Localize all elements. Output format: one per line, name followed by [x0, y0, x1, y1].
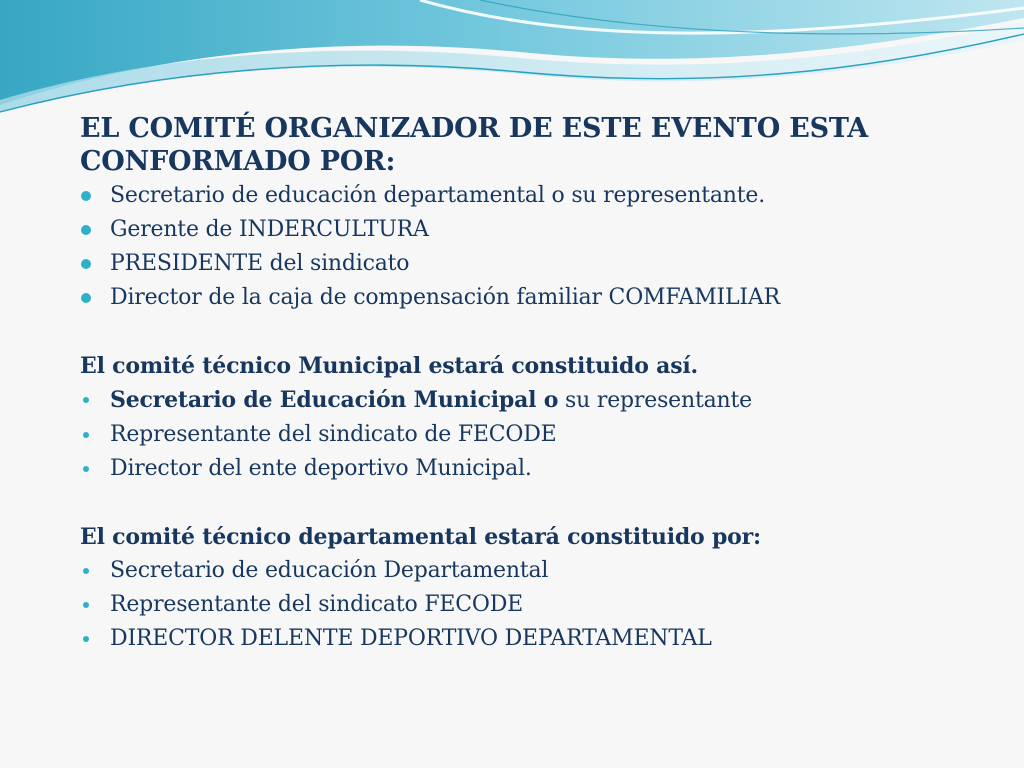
slide-heading: EL COMITÉ ORGANIZADOR DE ESTE EVENTO ESTA CONFORMADO POR: — [80, 113, 869, 177]
municipal-committee-list — [80, 383, 980, 486]
spacer — [80, 315, 980, 349]
list-item-rest: su representante — [558, 388, 752, 413]
list-item: Gerente de INDERCULTURA — [80, 213, 980, 247]
departmental-committee-title: El comité técnico departamental estará constituido por: — [80, 524, 761, 550]
list-item: PRESIDENTE del sindicato — [80, 247, 980, 281]
municipal-committee-title: El comité técnico Municipal estará constituido así. — [80, 353, 699, 379]
list-item: Representante del sindicato FECODE — [80, 588, 980, 622]
organizing-committee-list — [80, 179, 980, 315]
list-item: Secretario de educación departamental o su representante. — [80, 179, 980, 213]
list-item: Secretario de educación Departamental — [80, 554, 980, 588]
spacer — [80, 486, 980, 520]
slide-content — [80, 112, 980, 656]
list-item: DIRECTOR DELENTE DEPORTIVO DEPARTAMENTAL — [80, 622, 980, 656]
list-item: Director de la caja de compensación familiar COMFAMILIAR — [80, 281, 980, 315]
header-wave-decoration — [0, 0, 1024, 130]
departmental-committee-list — [80, 554, 980, 656]
list-item: Director del ente deportivo Municipal. — [80, 452, 980, 486]
list-item: Representante del sindicato de FECODE — [80, 418, 980, 452]
list-item-bold: Secretario de Educación Municipal o — [110, 387, 559, 413]
list-item — [80, 383, 980, 418]
